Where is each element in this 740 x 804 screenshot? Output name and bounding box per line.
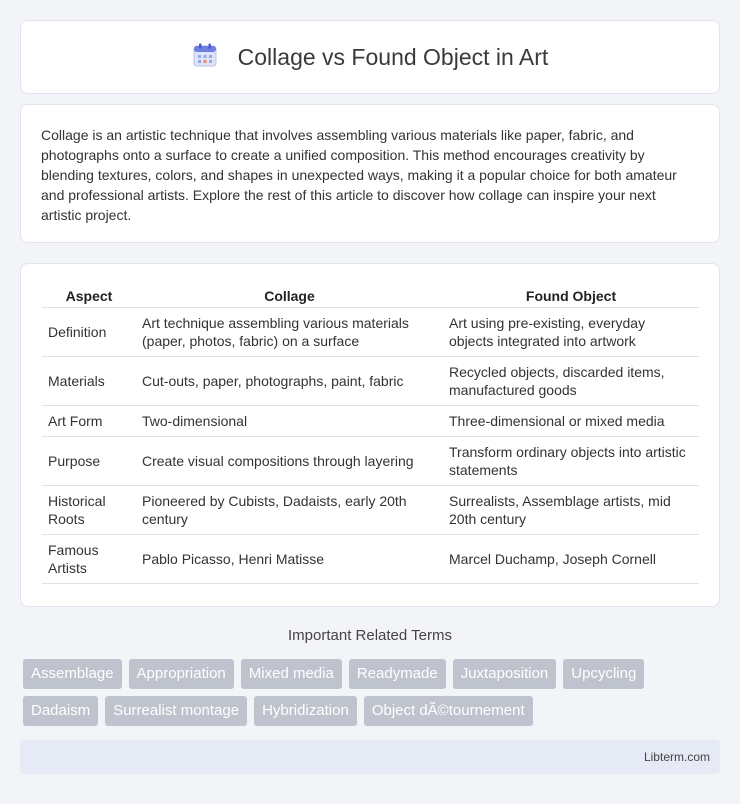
cell-aspect: Art Form <box>42 406 136 437</box>
related-term-tag[interactable]: Appropriation <box>129 659 234 689</box>
page-title: Collage vs Found Object in Art <box>237 43 549 70</box>
cell-aspect: Historical Roots <box>42 486 136 535</box>
related-term-tag[interactable]: Upcycling <box>563 659 644 689</box>
header-collage: Collage <box>136 284 443 308</box>
cell-collage: Pablo Picasso, Henri Matisse <box>136 535 443 584</box>
related-term-tag[interactable]: Object dÃ©tournement <box>364 696 533 726</box>
related-term-tag[interactable]: Juxtaposition <box>453 659 557 689</box>
footer-site-link[interactable]: Libterm.com <box>643 750 710 764</box>
cell-aspect: Famous Artists <box>42 535 136 584</box>
table-row <box>42 437 699 486</box>
cell-collage: Art technique assembling various materials (paper, photos, fabric) on a surface <box>136 308 443 357</box>
footer <box>20 740 720 774</box>
comparison-card <box>20 263 720 607</box>
table-row <box>42 535 699 584</box>
table-row <box>42 486 699 535</box>
cell-found-object: Transform ordinary objects into artistic statements <box>443 437 699 486</box>
header <box>192 42 549 73</box>
cell-collage: Cut-outs, paper, photographs, paint, fabric <box>136 357 443 406</box>
cell-aspect: Purpose <box>42 437 136 486</box>
table-row <box>42 406 699 437</box>
table-header-row <box>42 284 699 308</box>
related-term-tag[interactable]: Assemblage <box>23 659 122 689</box>
related-term-tag[interactable]: Surrealist montage <box>105 696 247 726</box>
related-term-tag[interactable]: Dadaism <box>23 696 98 726</box>
intro-paragraph: Collage is an artistic technique that involves assembling various materials like paper, fabric, and photographs onto a surface to create a unified composition. This method encourages creativity by blending textures, colors, and shapes in unexpected ways, making it a popular choice for both amateur and professional artists. Explore the rest of this article to discover how collage can inspire your next artistic project. <box>41 127 677 223</box>
comparison-table <box>42 284 699 584</box>
header-aspect: Aspect <box>42 284 136 308</box>
related-term-tag[interactable]: Mixed media <box>241 659 342 689</box>
header-found-object: Found Object <box>443 284 699 308</box>
cell-found-object: Three-dimensional or mixed media <box>443 406 699 437</box>
table-row <box>42 308 699 357</box>
cell-found-object: Surrealists, Assemblage artists, mid 20th century <box>443 486 699 535</box>
cell-found-object: Recycled objects, discarded items, manufactured goods <box>443 357 699 406</box>
cell-found-object: Marcel Duchamp, Joseph Cornell <box>443 535 699 584</box>
table-row <box>42 357 699 406</box>
related-term-tag[interactable]: Hybridization <box>254 696 357 726</box>
cell-found-object: Art using pre-existing, everyday objects integrated into artwork <box>443 308 699 357</box>
cell-collage: Two-dimensional <box>136 406 443 437</box>
related-terms-title: Important Related Terms <box>288 627 452 644</box>
cell-collage: Create visual compositions through layering <box>136 437 443 486</box>
related-terms-list <box>23 659 723 726</box>
intro-card <box>20 104 720 243</box>
cell-collage: Pioneered by Cubists, Dadaists, early 20th century <box>136 486 443 535</box>
header-card <box>20 20 720 94</box>
cell-aspect: Materials <box>42 357 136 406</box>
calendar-icon <box>192 42 218 73</box>
related-term-tag[interactable]: Readymade <box>349 659 446 689</box>
cell-aspect: Definition <box>42 308 136 357</box>
